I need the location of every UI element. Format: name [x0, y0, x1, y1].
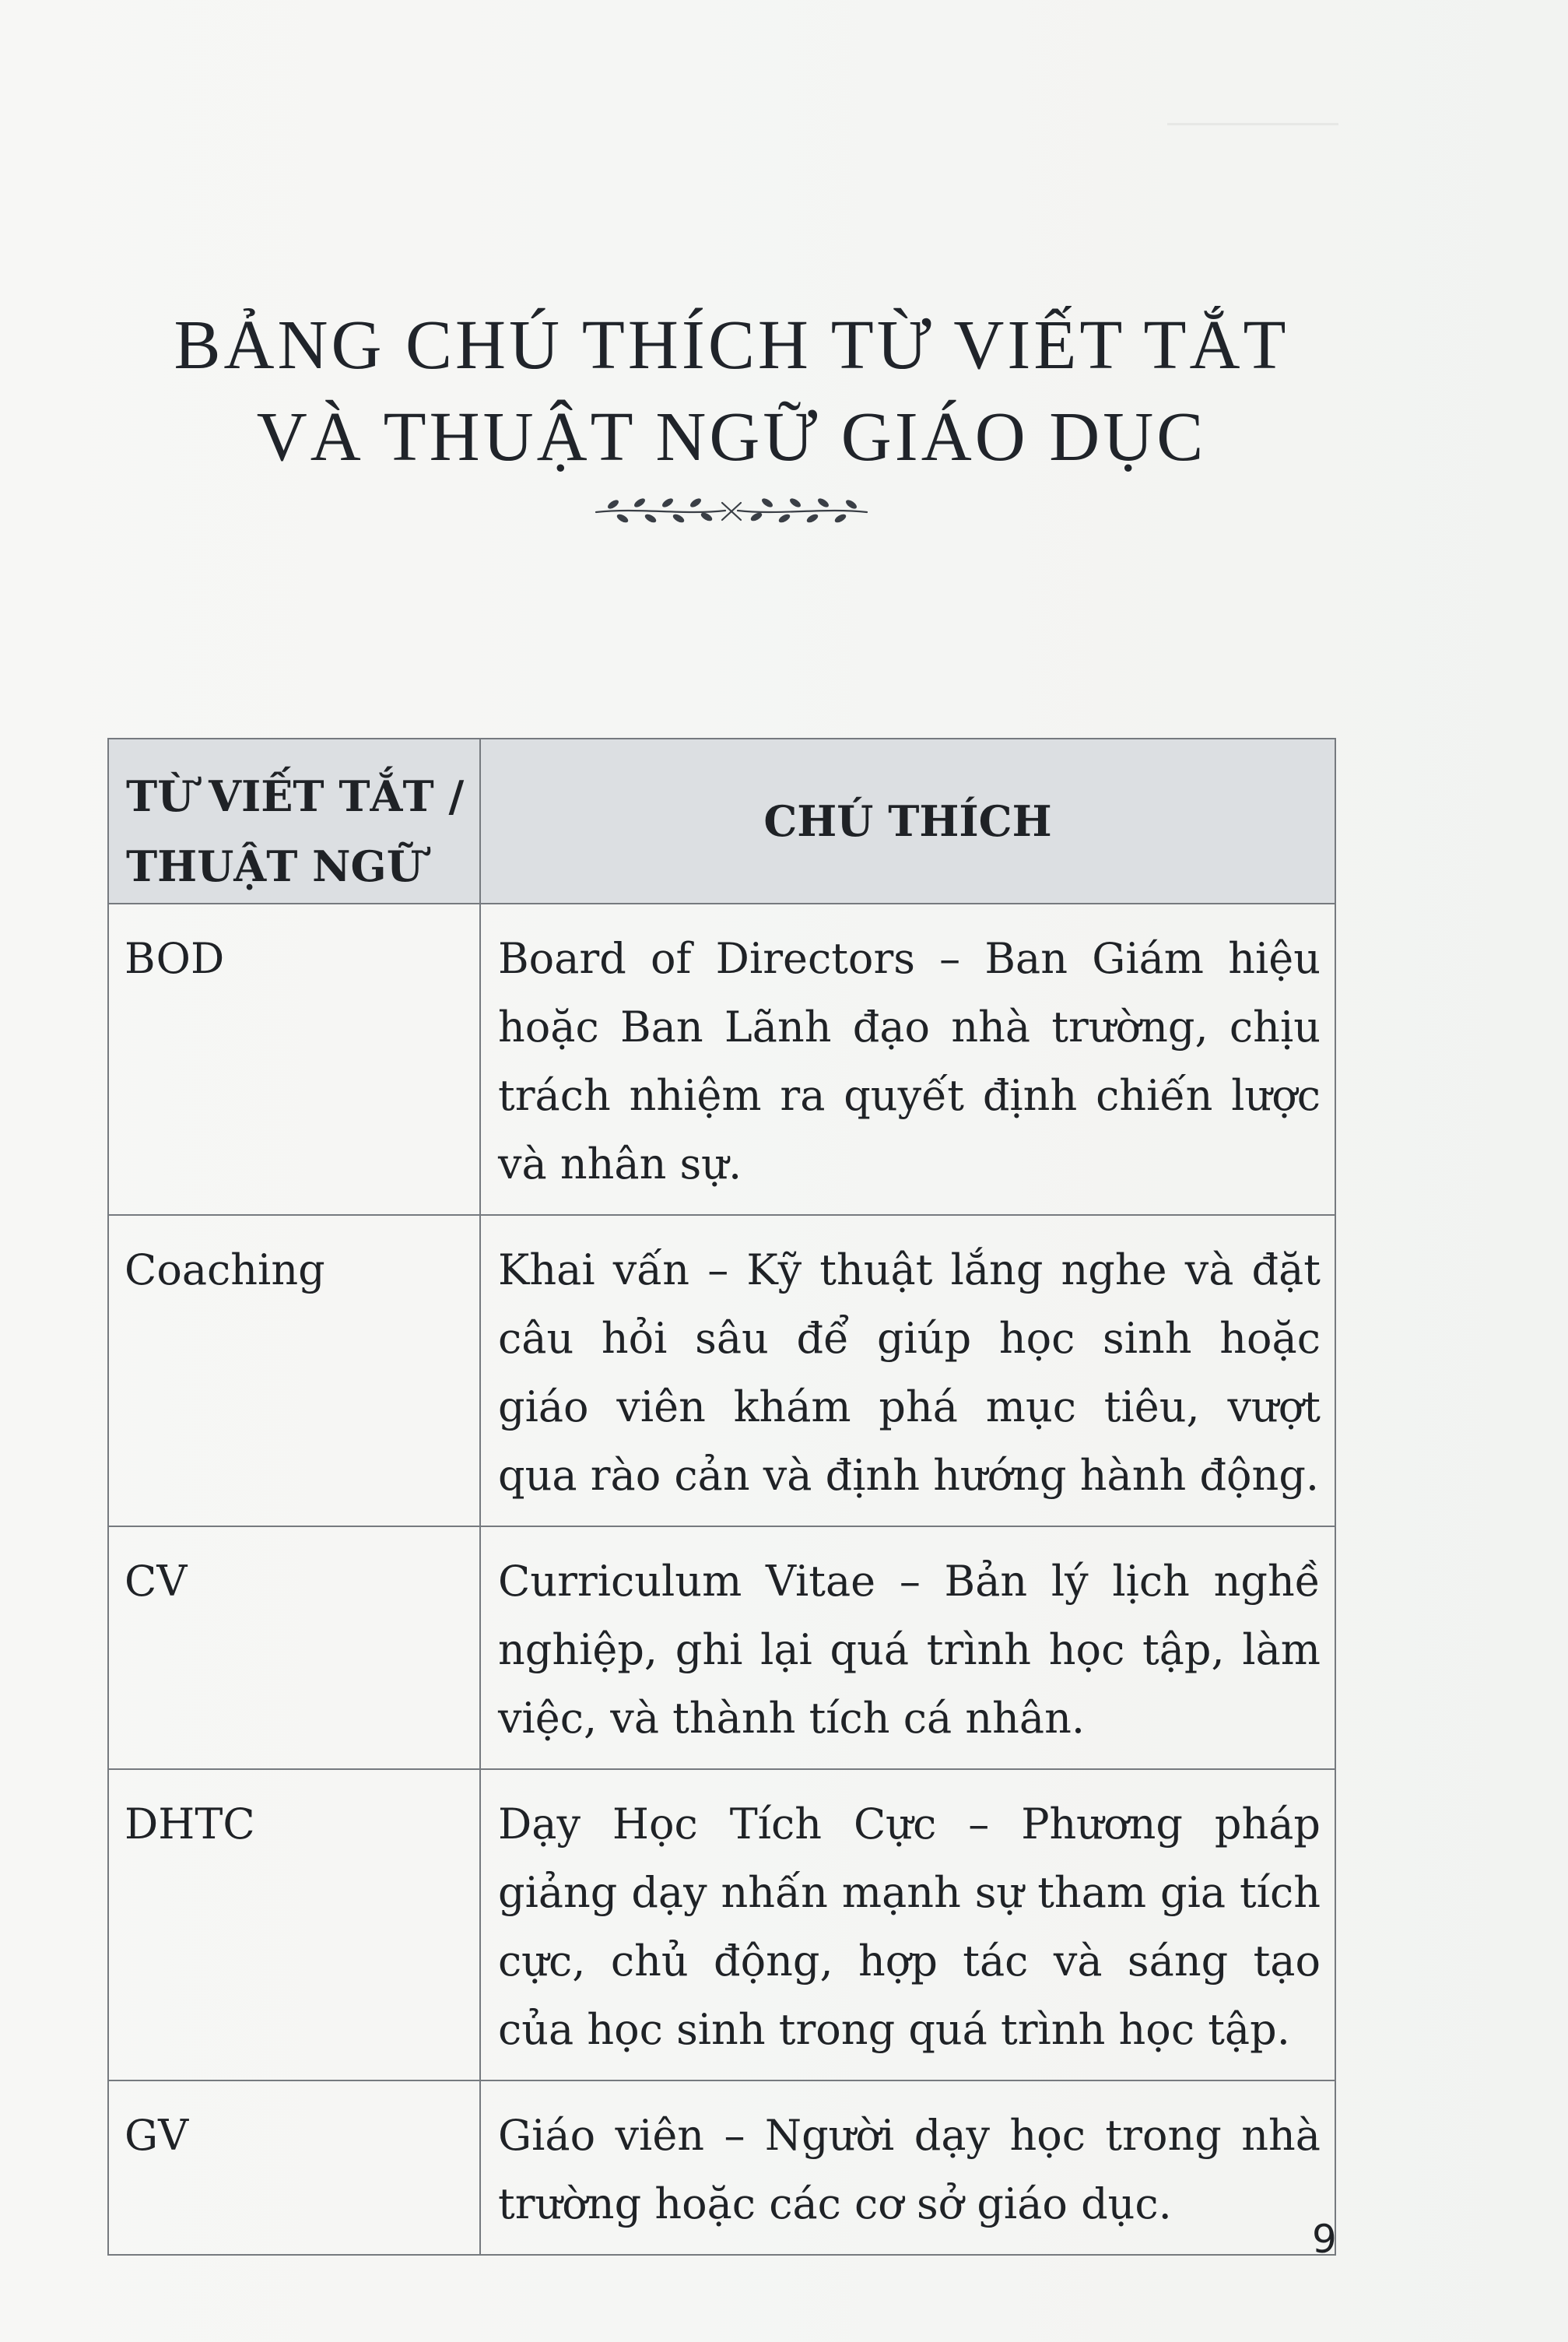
definition-cell: Giáo viên – Người dạy học trong nhà trường hoặc các cơ sở giáo dục.: [480, 2080, 1335, 2255]
definition-cell: Dạy Học Tích Cực – Phương pháp giảng dạy nhấn mạnh sự tham gia tích cực, chủ động, hợp tác và sáng tạo của học sinh trong quá trình học tập.: [480, 1769, 1335, 2080]
term-cell: Coaching: [108, 1215, 480, 1526]
term-header-line-2: THUẬT NGỮ: [126, 841, 423, 891]
term-cell: DHTC: [108, 1769, 480, 2080]
definition-cell: Curriculum Vitae – Bản lý lịch nghề nghiệp, ghi lại quá trình học tập, làm việc, và thành tích cá nhân.: [480, 1526, 1335, 1769]
leaf-vine-divider-icon: [591, 492, 872, 529]
term-header-line-1: TỪ VIẾT TẮT /: [126, 771, 465, 821]
glossary-table-wrapper: [107, 738, 1335, 2256]
definition-column-header: CHÚ THÍCH: [480, 739, 1335, 904]
term-column-header: [108, 739, 480, 904]
table-header-row: [108, 739, 1335, 904]
page-title-line-2: VÀ THUẬT NGỮ GIÁO DỤC: [256, 399, 1207, 476]
table-row: [108, 1215, 1335, 1526]
glossary-table: [107, 738, 1336, 2256]
running-header-rule: [1167, 123, 1338, 125]
definition-cell: Board of Directors – Ban Giám hiệu hoặc Ban Lãnh đạo nhà trường, chịu trách nhiệm ra quyết định chiến lược và nhân sự.: [480, 904, 1335, 1215]
table-row: [108, 1769, 1335, 2080]
term-cell: GV: [108, 2080, 480, 2255]
table-row: [108, 2080, 1335, 2255]
definition-cell: Khai vấn – Kỹ thuật lắng nghe và đặt câu hỏi sâu để giúp học sinh hoặc giáo viên khám phá mục tiêu, vượt qua rào cản và định hướng hành động.: [480, 1215, 1335, 1526]
term-cell: CV: [108, 1526, 480, 1769]
table-row: [108, 1526, 1335, 1769]
table-row: [108, 904, 1335, 1215]
page-title-line-1: BẢNG CHÚ THÍCH TỪ VIẾT TẮT: [174, 307, 1289, 384]
term-cell: BOD: [108, 904, 480, 1215]
page-number: 9: [1312, 2217, 1337, 2262]
